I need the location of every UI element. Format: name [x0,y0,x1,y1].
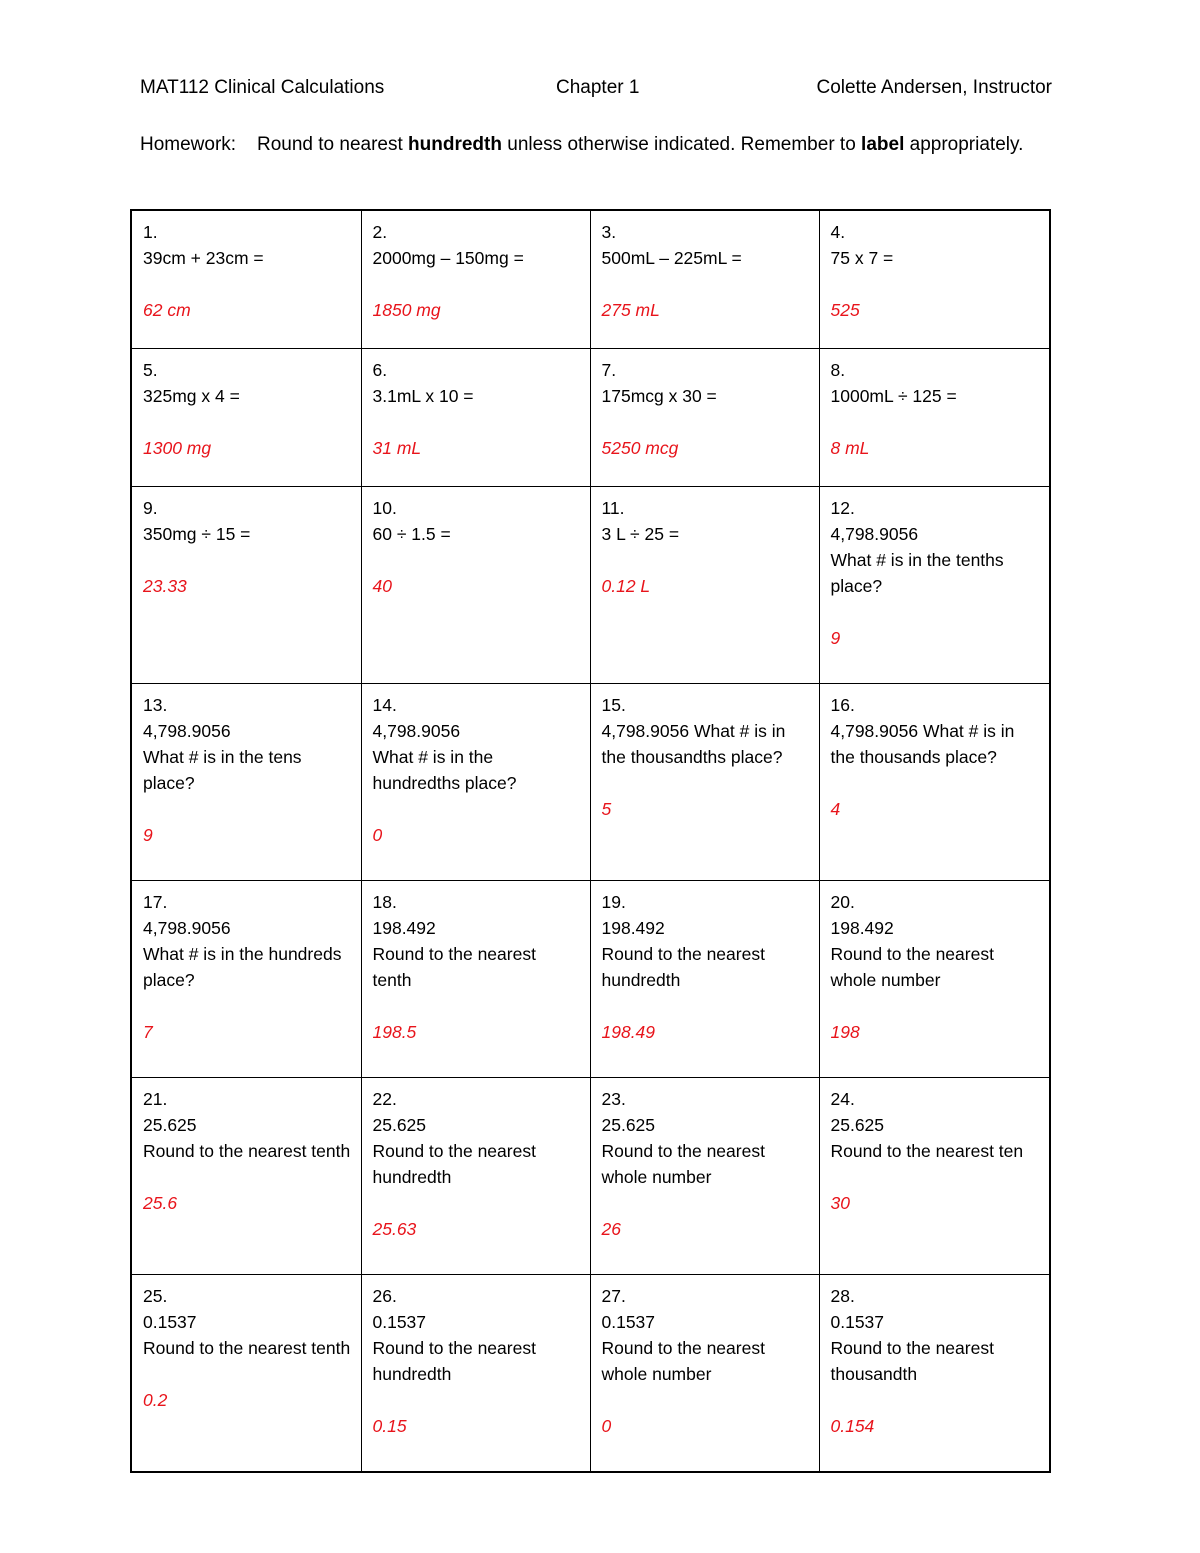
instructions-emphasis: hundredth [408,134,502,155]
problem-cell [361,349,590,487]
instructions-text: Round to nearest [257,134,409,155]
problem-answer: 9 [143,825,153,845]
problem-answer: 62 cm [143,300,191,320]
problem-number: 12. [830,498,855,518]
problem-cell [361,684,590,881]
problem-cell [131,1275,361,1473]
problem-cell [131,1078,361,1275]
problem-text: 4,798.9056 [143,918,231,938]
problem-cell [590,487,819,684]
problem-text: 75 x 7 = [830,248,894,268]
problem-cell [590,210,819,349]
page-header [140,77,1052,103]
problem-row [131,487,1050,684]
problem-question: What # is in the tenths place? [830,550,1004,596]
problem-answer: 1850 mg [372,300,441,320]
problem-text: 198.492 [601,918,665,938]
problem-cell [590,684,819,881]
problem-answer: 5250 mcg [601,438,679,458]
problem-number: 13. [143,695,168,715]
problem-number: 28. [830,1286,855,1306]
problem-question: Round to the nearest whole number [601,1338,765,1384]
problem-number: 19. [601,892,626,912]
problem-question: Round to the nearest tenth [143,1338,351,1358]
problem-question: Round to the nearest whole number [601,1141,765,1187]
problem-row [131,349,1050,487]
problem-text: 3.1mL x 10 = [372,386,474,406]
problem-number: 17. [143,892,168,912]
problem-answer: 7 [143,1022,153,1042]
problem-text: 198.492 [830,918,894,938]
problem-question: Round to the nearest hundredth [601,944,765,990]
problem-answer: 23.33 [143,576,187,596]
problem-answer: 0.2 [143,1390,168,1410]
problem-row [131,881,1050,1078]
problem-number: 18. [372,892,397,912]
homework-label: Homework: [140,134,237,155]
problem-number: 7. [601,360,617,380]
problem-cell [819,1078,1050,1275]
problem-number: 23. [601,1089,626,1109]
problem-text: 1000mL ÷ 125 = [830,386,957,406]
problem-cell [361,210,590,349]
problem-question: Round to the nearest ten [830,1141,1024,1161]
problem-number: 24. [830,1089,855,1109]
problem-row [131,1275,1050,1473]
problem-text: 25.625 [830,1115,885,1135]
problem-cell [819,881,1050,1078]
problem-cell [819,487,1050,684]
problem-answer: 30 [830,1193,850,1213]
problem-answer: 40 [372,576,392,596]
problem-text: 4,798.9056 [143,721,231,741]
problem-text: 3 L ÷ 25 = [601,524,680,544]
problem-answer: 5 [601,799,612,819]
problem-answer: 25.63 [372,1219,417,1239]
problem-row [131,1078,1050,1275]
problem-number: 3. [601,222,617,242]
problem-answer: 198.49 [601,1022,656,1042]
problem-question: Round to the nearest hundredth [372,1141,536,1187]
problem-answer: 0.154 [830,1416,875,1436]
problem-answer: 25.6 [143,1193,178,1213]
problem-cell [361,881,590,1078]
problem-answer: 4 [830,799,841,819]
homework-instructions [140,134,1080,156]
problem-cell [819,684,1050,881]
problem-number: 5. [143,360,158,380]
problem-number: 4. [830,222,846,242]
problem-text: 0.1537 [601,1312,656,1332]
instructions-text: unless otherwise indicated. Remember to [501,134,862,155]
problem-text: 500mL – 225mL = [601,248,742,268]
problem-answer: 0.15 [372,1416,407,1436]
problem-answer: 198 [830,1022,860,1042]
chapter-title: Chapter 1 [556,77,640,98]
problem-answer: 0.12 L [601,576,651,596]
problem-cell [131,349,361,487]
problem-question: What # is in the hundreds place? [143,944,342,990]
problem-cell [590,1078,819,1275]
problem-text: 350mg ÷ 15 = [143,524,251,544]
problem-question: Round to the nearest tenth [143,1141,351,1161]
problem-text: 4,798.9056 What # is in the thousands place? [830,721,1015,767]
problem-number: 21. [143,1089,168,1109]
problem-question: What # is in the hundredths place? [372,747,517,793]
problem-number: 1. [143,222,158,242]
problem-question: What # is in the tens place? [143,747,302,793]
problem-number: 16. [830,695,855,715]
problem-cell [590,881,819,1078]
problem-text: 4,798.9056 [830,524,919,544]
problem-answer: 9 [830,628,841,648]
problem-cell [131,487,361,684]
problem-text: 4,798.9056 What # is in the thousandths place? [601,721,786,767]
instructions-emphasis: label [861,134,905,155]
problem-text: 25.625 [372,1115,427,1135]
problem-number: 14. [372,695,397,715]
problem-answer: 0 [601,1416,612,1436]
instructor-name: Colette Andersen, Instructor [816,77,1052,98]
problem-number: 20. [830,892,855,912]
problem-row [131,210,1050,349]
problem-row [131,684,1050,881]
problem-answer: 198.5 [372,1022,417,1042]
problem-text: 39cm + 23cm = [143,248,264,268]
problem-cell [361,487,590,684]
problem-cell [361,1275,590,1473]
problem-text: 60 ÷ 1.5 = [372,524,451,544]
problem-number: 10. [372,498,397,518]
instructions-text: appropriately. [904,134,1024,155]
problem-question: Round to the nearest hundredth [372,1338,536,1384]
problem-number: 9. [143,498,158,518]
problem-number: 25. [143,1286,168,1306]
problem-text: 0.1537 [372,1312,427,1332]
problem-answer: 1300 mg [143,438,212,458]
problem-grid [130,209,1051,1473]
problem-cell [131,684,361,881]
problem-answer: 0 [372,825,383,845]
problem-cell [819,1275,1050,1473]
problem-number: 26. [372,1286,397,1306]
problem-cell [590,1275,819,1473]
problem-text: 0.1537 [143,1312,197,1332]
problem-number: 8. [830,360,846,380]
problem-text: 25.625 [601,1115,656,1135]
problem-answer: 8 mL [830,438,870,458]
problem-answer: 525 [830,300,860,320]
problem-number: 15. [601,695,626,715]
problem-number: 27. [601,1286,626,1306]
problem-text: 325mg x 4 = [143,386,240,406]
problem-text: 198.492 [372,918,436,938]
problem-question: Round to the nearest thousandth [830,1338,994,1384]
problem-answer: 31 mL [372,438,422,458]
problem-question: Round to the nearest whole number [830,944,994,990]
course-title: MAT112 Clinical Calculations [140,77,385,98]
problem-number: 11. [601,498,625,518]
problem-answer: 26 [601,1219,621,1239]
problem-cell [361,1078,590,1275]
problem-text: 175mcg x 30 = [601,386,717,406]
problem-cell [819,210,1050,349]
problem-cell [131,210,361,349]
problem-number: 2. [372,222,388,242]
problem-number: 6. [372,360,388,380]
problem-text: 0.1537 [830,1312,885,1332]
problem-text: 25.625 [143,1115,197,1135]
problem-cell [131,881,361,1078]
problem-answer: 275 mL [601,300,660,320]
problem-cell [819,349,1050,487]
problem-number: 22. [372,1089,397,1109]
problem-text: 4,798.9056 [372,721,461,741]
problem-text: 2000mg – 150mg = [372,248,524,268]
problem-cell [590,349,819,487]
problem-question: Round to the nearest tenth [372,944,536,990]
